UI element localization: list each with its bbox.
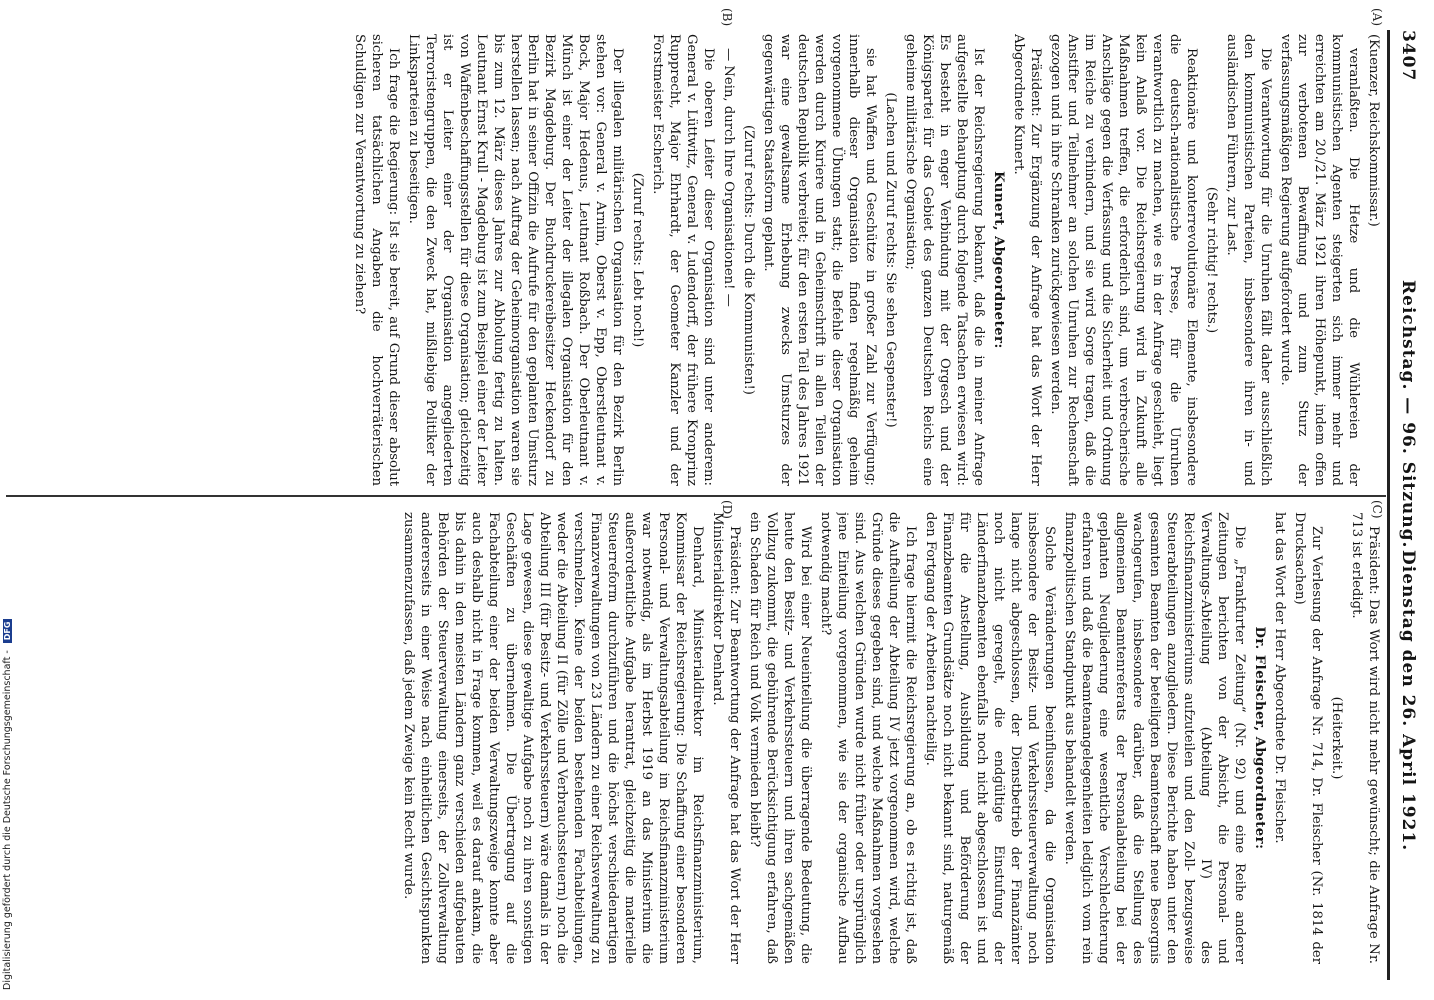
speaker-heading: Dr. Fleischer, Abgeordneter: xyxy=(1252,626,1267,850)
paragraph: Präsident: Zur Beantwortung der Anfrage hat das Wort der Herr Ministerialdirektor Denhard. xyxy=(710,512,742,964)
header-date: Dienstag den 26. April 1921. xyxy=(1398,550,1418,852)
paragraph: Solche Veränderungen beeinflussen, da die Organisation insbesondere der Besitz- und Verkehrssteuerverwaltung noch lange nicht abgeschlossen, der Dienstbetrieb der Finanzämter noch nicht geregelt, die endgültige Einstufung der Länderfinanzbeamten ebenfalls noch nicht abgeschlossen ist und für die Anstellung, Ausbildung und Beförderung der Finanzbeamten Grundsätze noch nicht bekannt sind, naturgemäß den Fortgang der Arbeiten nachteilig. xyxy=(923,512,1057,964)
paragraph: (Kuenzer, Reichskommissar.) xyxy=(1366,34,1381,227)
margin-mark-c: (C) xyxy=(1370,500,1384,519)
header-rule xyxy=(1387,30,1390,980)
paragraph: Zur Verlesung der Anfrage Nr. 714, Dr. Fleischer (Nr. 1814 der Drucksachen) xyxy=(1292,512,1324,964)
paragraph: Denhard, Ministerialdirektor im Reichsfinanzministerium, Kommissar der Reichsregierung: Die Schaffung einer besonderen Personal- und Verwaltungsabteilung im Reichsfinanzministerium war notwendig, als im Herbst 1919 an das Ministerium die außerordentliche Aufgabe herantrat, gleichzeitig die materielle Steuerreform durchzuführen und die höchst verschiedenartigen Finanzverwaltungen von 23 Ländern zu einer Reichsverwaltung zu verschmelzen. Keine der beiden bestehenden Fachabteilungen, weder die Abteilung II (für Zölle und Verbrauchssteuern) noch die Abteilung III (für Besitz- und Verkehrssteuern) wäre damals in der Lage gewesen, diese gewaltige Aufgabe noch zu ihren sonstigen Geschäften zu übernehmen. Die Übertragung auf die Fachabteilung einer der beiden Verwaltungszweige konnte aber auch deshalb nicht in Frage kommen, weil es darauf ankam, die bis dahin in den meisten Ländern ganz verschieden aufgebauten Behörden der Steuerverwaltung einerseits, der Zollverwaltung andererseits in einer Weise nach einheitlichen Gesichtspunkten zusammenzufassen, daß jedem Zweige kein Recht wurde. xyxy=(401,512,705,964)
left-column xyxy=(10,34,1382,486)
interjection: (Zuruf rechts: Durch die Kommunisten!) xyxy=(741,125,756,395)
paragraph: Die Verantwortung für die Unruhen fällt daher ausschließlich den kommunistischen Parteien, insbesondere ihren in- und ausländischen Führern, zur Last. xyxy=(1224,34,1273,486)
speaker-heading: Kunert, Abgeordneter: xyxy=(991,171,1006,349)
paragraph: Ich frage die Regierung: Ist sie bereit, auf Grund dieser absolut sicheren tatsächlichen Angaben die hochverräterischen Schuldigen zur Verantwortung zu ziehen? xyxy=(352,34,401,486)
paragraph: Präsident: Zur Ergänzung der Anfrage hat das Wort der Herr Abgeordnete Kunert. xyxy=(1011,34,1043,486)
paragraph: — Nein, durch Ihre Organisationen! — xyxy=(721,48,736,307)
margin-mark-a: (A) xyxy=(1370,8,1384,27)
digitization-footer xyxy=(2,570,16,990)
paragraph: Reaktionäre und konterrevolutionäre Elemente, insbesondere die deutsch-nationalistische Presse, für die Unruhen verantwortlich zu machen, wie es in der Anfrage geschieht, liegt kein Anlaß vor. Die Reichsregierung wird in Zukunft alle Maßnahmen treffen, die erforderlich sind, um verbrecherische Anschläge gegen die Verfassung und die Sicherheit und Ordnung im Reiche zu verhindern, und sie wird Sorge tragen, daß die Anstifter und Teilnehmer an solchen Unruhen zur Rechenschaft gezogen und in ihre Schranken zurückgewiesen werden. xyxy=(1048,34,1199,486)
interjection: (Lachen und Zuruf rechts: Sie sehen Gespenster!) xyxy=(883,92,898,428)
paragraph: veranlaßten. Die Hetze und die Wühlereien der kommunistischen Agenten steigerten sich immer mehr und erreichten am 20./21. März 1921 ihren Höhepunkt, indem offen zur verbotenen Bewaffnung und zum Sturz der verfassungsmäßigen Regierung aufgefordert wurde. xyxy=(1278,34,1361,486)
page-header xyxy=(1384,30,1424,980)
footer-text: Digitalisierung gefördert durch die Deutsche Forschungsgemeinschaft - xyxy=(2,650,13,990)
paragraph: Der illegalen militärischen Organisation für den Bezirk Berlin stehen vor: General v. Arnim, Oberst v. Epp, Oberstleutnant v. Bock, Major Hedenus, Leutnant Roßbach. Der Oberleutnant v. Münch ist einer der Leiter der illegalen Organisation für den Bezirk Magdeburg. Der Buchdruckereibesitzer Heckendorf zu Berlin hat in seiner Offizin die Aufrufe für den geplanten Umsturz herstellen lassen; nach Auftrag der Geheimorganisation waren sie bis zum 12. März dieses Jahres zur Abholung fertig zu halten. Leutnant Ernst Krull - Magdeburg ist zum Beispiel einer der Leiter von Waffenbeschaffungsstellen für diese Organisation; gleichzeitig ist er Leiter einer der Organisation angegliederten Terroristengruppen, die den Zweck hat, mißliebige Politiker der Linksparteien zu beseitigen. xyxy=(406,34,625,486)
interjection: (Sehr richtig! rechts.) xyxy=(1204,186,1219,334)
paragraph: Die oberen Leiter dieser Organisation sind unter anderem: General v. Lüttwitz, General v. Ludendorff, der frühere Kronprinz Rupprecht, Major Ehrhardt, der Geometer Kanzler und der Forstmeister Escherich. xyxy=(650,34,716,486)
paragraph: Die „Frankfurter Zeitung“ (Nr. 92) und eine Reihe anderer Zeitungen berichten von der Absicht, die Personal- und Verwaltungs-Abteilung (Abteilung IV) des Reichsfinanzministeriums aufzuteilen und den Zoll- bezugsweise Steuerabteilungen anzugliedern. Diese Berichte haben unter den gesamten Beamten der beteiligten Beamtenschaft neue Besorgnis wachgerufen, insbesondere darüber, daß die Stellung des allgemeinen Beamtenreferats der Personalabteilung bei der geplanten Neugliederung eine wesentliche Verschlechterung erfahren und daß die Beamtenangelegenheiten lediglich vom rein finanzpolitischen Standpunkt aus behandelt werden. xyxy=(1062,512,1247,964)
paragraph: Ist der Reichsregierung bekannt, daß die in meiner Anfrage aufgestellte Behauptung durch folgende Tatsachen erwiesen wird: Es besteht in enger Verbindung mit der Orgesch und der Königspartei für das Gebiet des ganzen Deutschen Reichs eine geheime militärische Organisation; xyxy=(903,34,986,486)
paragraph: Ich frage hiermit die Reichsregierung an, ob es richtig ist, daß die Aufteilung der Abteilung IV jetzt vorgenommen wird, welche Gründe dieses gegeben sind, und welche Maßnahmen vorgesehen sind. Aus welchen Gründen wurde nicht früher oder ursprünglich jene Einteilung vorgenommen, wie sie der organische Aufbau notwendig macht? xyxy=(818,512,918,964)
header-session: Reichstag. — 96. Sitzung. xyxy=(1398,280,1418,549)
paragraph: sie hat Waffen und Geschütze in großer Zahl zur Verfügung; innerhalb dieser Organisation finden regelmäßig geheim vorgenommene Übungen statt; die Befehle dieser Organisation werden durch Kuriere und in Geheimschrift in allen Teilen der deutschen Republik verbreitet; für den ersten Teil des Jahres 1921 war eine gewaltsame Erhebung zwecks Umsturzes der gegenwärtigen Staatsform geplant. xyxy=(761,34,878,486)
margin-mark-b: (B) xyxy=(720,8,734,27)
paragraph: Präsident: Das Wort wird nicht mehr gewünscht; die Anfrage Nr. 713 ist erledigt. xyxy=(1349,512,1381,964)
column-divider xyxy=(6,495,1386,497)
margin-mark-d: (D) xyxy=(720,500,734,519)
interjection: (Zuruf rechts: Lebt noch!) xyxy=(630,172,645,348)
interjection: (Heiterkeit.) xyxy=(1329,696,1344,780)
paragraph: Wird bei einer Neueinteilung die überragende Bedeutung, die heute den Besitz- und Verkehrssteuern und ihren sachgemäßen Vollzug zukommt, die gebührende Berücksichtigung erfahren, daß ein Schaden für Reich und Volk vermieden bleibt? xyxy=(747,512,813,964)
dfg-logo: DFG xyxy=(3,619,12,644)
page-number: 3407 xyxy=(1398,30,1418,82)
right-column xyxy=(10,512,1382,964)
paragraph: hat das Wort der Herr Abgeordnete Dr. Fleischer. xyxy=(1272,512,1287,844)
